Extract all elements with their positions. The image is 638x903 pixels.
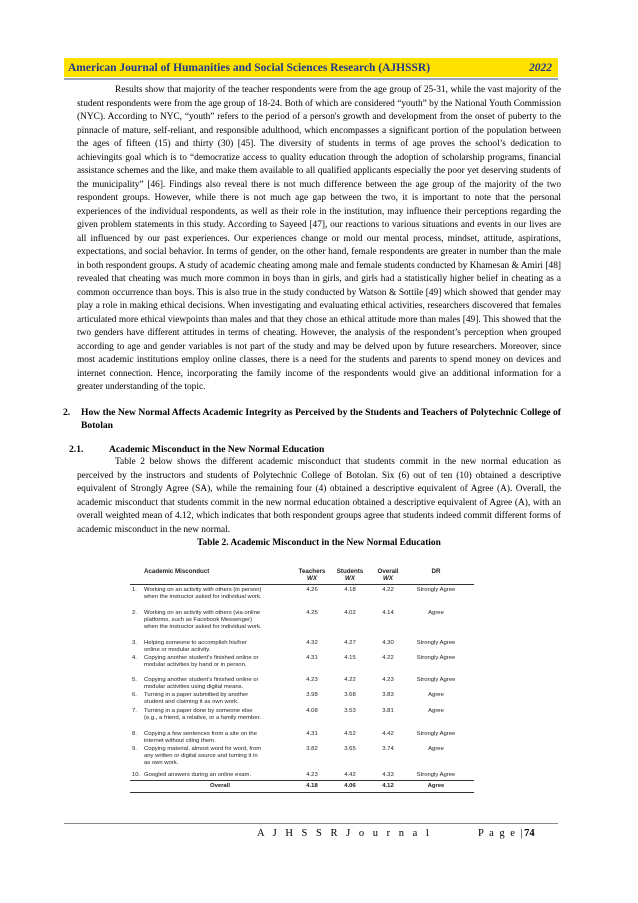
row-dr: Strongly Agree xyxy=(416,731,456,737)
footer-page xyxy=(478,828,535,839)
row-description: Helping someone to accomplish his/her online or modular activity. xyxy=(144,640,247,653)
row-overall: 4.30 xyxy=(382,640,394,646)
row-number: 2. xyxy=(132,610,137,616)
row-description: Working on an activity with others (via online platforms, such as Facebook Messenger) when the instructor asked for individual work. xyxy=(144,610,262,630)
row-overall: 4.42 xyxy=(382,731,394,737)
row-teachers: 4.26 xyxy=(306,587,318,593)
row-dr: Agree xyxy=(428,692,444,698)
row-number: 9. xyxy=(132,746,137,752)
col-teachers-label: Teachers xyxy=(298,568,326,575)
row-dr: Strongly Agree xyxy=(416,640,456,646)
row-overall: 4.22 xyxy=(382,655,394,661)
row-overall: 3.74 xyxy=(382,746,394,752)
col-header-teachers xyxy=(294,568,330,582)
row-overall: 4.22 xyxy=(382,587,394,593)
row-students: 4.18 xyxy=(344,587,356,593)
row-dr: Strongly Agree xyxy=(416,655,456,661)
paragraph-table-intro: Table 2 below shows the different academic misconduct that students commit in the new normal education as perceived by the instructors and students of Polytechnic College of Botolan. Six (6) out of ten (10) obtained a descriptive equivalent of Strongly Agree (SA), while the remaining four (4) obtained a descriptive equivalent of Agree (A). Overall, the academic misconduct that students commit in the new normal education obtained a descriptive equivalent of Agree (A), with an overall weighted mean of 4.12, which indicates that both respondent groups agree that students indeed commit different forms of academic misconduct in the new normal. xyxy=(77,457,561,535)
table-header xyxy=(130,568,474,584)
row-number: 6. xyxy=(132,692,137,698)
row-students: 4.42 xyxy=(344,772,356,778)
row-teachers: 4.23 xyxy=(306,772,318,778)
row-dr: Agree xyxy=(428,708,444,714)
row-students: 4.15 xyxy=(344,655,356,661)
row-students: 4.02 xyxy=(344,610,356,616)
row-teachers: 3.98 xyxy=(306,692,318,698)
row-teachers: 4.32 xyxy=(306,640,318,646)
col-teachers-sub: WX xyxy=(307,575,317,582)
row-students: 3.68 xyxy=(344,692,356,698)
row-students: 4.52 xyxy=(344,731,356,737)
row-number: 5. xyxy=(132,677,137,683)
journal-year: 2022 xyxy=(529,61,552,74)
header-rule xyxy=(64,78,558,80)
table-rule-mid xyxy=(130,780,474,781)
row-description: Googled answers during an online exam. xyxy=(144,772,252,778)
row-description: Copying another student’s finished online or modular activities using digital means. xyxy=(144,677,259,690)
row-number: 4. xyxy=(132,655,137,661)
subsection-heading-2-1 xyxy=(69,443,561,457)
row-teachers: 4.25 xyxy=(306,610,318,616)
col-header-item: Academic Misconduct xyxy=(144,568,210,575)
page-label: P a g e | xyxy=(478,828,525,839)
row-teachers: 3.82 xyxy=(306,746,318,752)
row-dr: Strongly Agree xyxy=(416,677,456,683)
col-students-label: Students xyxy=(336,568,364,575)
row-students: 3.65 xyxy=(344,746,356,752)
row-number: 10. xyxy=(132,772,141,778)
subsection-title: Academic Misconduct in the New Normal Education xyxy=(109,443,325,455)
col-overall-sub: WX xyxy=(383,575,393,582)
footer-rule xyxy=(64,823,558,824)
row-overall: 4.14 xyxy=(382,610,394,616)
row-description: Turning in a paper submitted by another student and claiming it as own work. xyxy=(144,692,249,705)
footer-journal: A J H S S R J o u r n a l xyxy=(257,828,432,839)
col-header-overall xyxy=(370,568,406,582)
col-header-students xyxy=(332,568,368,582)
row-number: 1. xyxy=(132,587,137,593)
overall-label: Overall xyxy=(210,783,230,789)
row-teachers: 4.08 xyxy=(306,708,318,714)
overall-dr: Agree xyxy=(427,783,445,789)
subsection-number: 2.1. xyxy=(69,443,84,455)
row-description: Copying material, almost word for word, from any written or digital source and turning it in as own work. xyxy=(144,746,262,766)
paragraph-results: Results show that majority of the teacher respondents were from the age group of 25-31, while the vast majority of the student respondents were from the age group of 18-24. Both of which are considered “youth” by the National Youth Commission (NYC). According to NYC, “youth” refers to the period of a person's growth and development from the onset of puberty to the pinnacle of mature, self-reliant, and responsible adulthood, which encompasses a significant portion of the population between the ages of fifteen (15) and thirty (30) [45]. The diversity of students in terms of age proves the school’s dedication to achievingits goal which is to “democratize access to quality education through the adoption of scholarship programs, financial assistance schemes and the like, and make them available to all qualified applicants especially the poor yet deserving students of the municipality” [46]. Findings also reveal there is not much difference between the age group of the majority of the two respondent groups. However, while there is not much age gap between the two, it is important to note that the personal experiences of the individual respondents, as well as their role in the institution, may influence their perceptions regarding the given problem statements in this study. According to Sayeed [47], our reactions to various situations and events in our lives are all influenced by our past experiences. Our experiences change or mold our mental process, mindset, attitude, aspirations, expectations, and social behavior. In terms of gender, on the other hand, female respondents are greater in number than the male in both respondent groups. A study of academic cheating among male and female students conducted by Khamesan & Amiri [48] revealed that cheating was much more common in boys than in girls, and girls had a statistically higher belief in cheating as a common occurrence than boys. This is also true in the study conducted by Watson & Sottile [49] which showed that gender may play a role in making ethical decisions. When investigating and evaluating ethical activities, researchers discovered that females articulated more ethical viewpoints than males and that they chose an ethical attitude more than males [49]. This showed that the two genders have different attitudes in terms of cheating. However, the analysis of the respondent’s perception when grouped according to age and gender variables is not part of the study and may be delved upon by future researchers. Moreover, since most academic institutions employ online classes, there is a need for the students and parents to spend money on devices and internet connection. Hence, incorporating the family income of the respondents would give an additional information for a greater understanding of the topic. xyxy=(77,85,561,392)
row-overall: 4.23 xyxy=(382,677,394,683)
table-rule-top xyxy=(130,584,474,585)
row-number: 7. xyxy=(132,708,137,714)
col-overall-label: Overall xyxy=(377,568,399,575)
journal-header-bar xyxy=(64,58,558,77)
table-caption: Table 2. Academic Misconduct in the New Normal Education xyxy=(197,538,441,548)
misconduct-table xyxy=(130,566,474,810)
page-number: 74 xyxy=(524,828,535,839)
row-dr: Strongly Agree xyxy=(416,587,456,593)
row-overall: 4.33 xyxy=(382,772,394,778)
row-teachers: 4.31 xyxy=(306,655,318,661)
page-content xyxy=(63,84,561,550)
row-description: Turning in a paper done by someone else (e.g., a friend, a relative, or a family member. xyxy=(144,708,261,721)
row-overall: 3.81 xyxy=(382,708,394,714)
col-header-dr: DR xyxy=(431,568,441,575)
row-teachers: 4.23 xyxy=(306,677,318,683)
row-students: 4.22 xyxy=(344,677,356,683)
row-dr: Strongly Agree xyxy=(416,772,456,778)
row-students: 3.53 xyxy=(344,708,356,714)
row-dr: Agree xyxy=(428,746,444,752)
row-number: 8. xyxy=(132,731,137,737)
journal-title: American Journal of Humanities and Social Sciences Research (AJHSSR) xyxy=(68,61,431,74)
row-description: Working on an activity with others (in person) when the instructor asked for individual work. xyxy=(144,587,262,600)
section-number: 2. xyxy=(63,406,71,418)
overall-overall: 4.12 xyxy=(382,783,394,789)
col-students-sub: WX xyxy=(345,575,355,582)
section-heading-2 xyxy=(63,406,561,433)
row-students: 4.27 xyxy=(344,640,356,646)
overall-teachers: 4.18 xyxy=(306,783,318,789)
overall-students: 4.06 xyxy=(344,783,356,789)
section-title: How the New Normal Affects Academic Integrity as Perceived by the Students and Teachers of Polytechnic College of Botolan xyxy=(81,406,561,431)
row-teachers: 4.31 xyxy=(306,731,318,737)
row-description: Copying a few sentences from a site on the internet without citing them. xyxy=(144,731,257,744)
row-number: 3. xyxy=(132,640,137,646)
table-rule-bottom xyxy=(130,792,474,793)
row-overall: 3.83 xyxy=(382,692,394,698)
row-description: Copying another student’s finished online or modular activities by hand or in person. xyxy=(144,655,259,668)
row-dr: Agree xyxy=(428,610,444,616)
